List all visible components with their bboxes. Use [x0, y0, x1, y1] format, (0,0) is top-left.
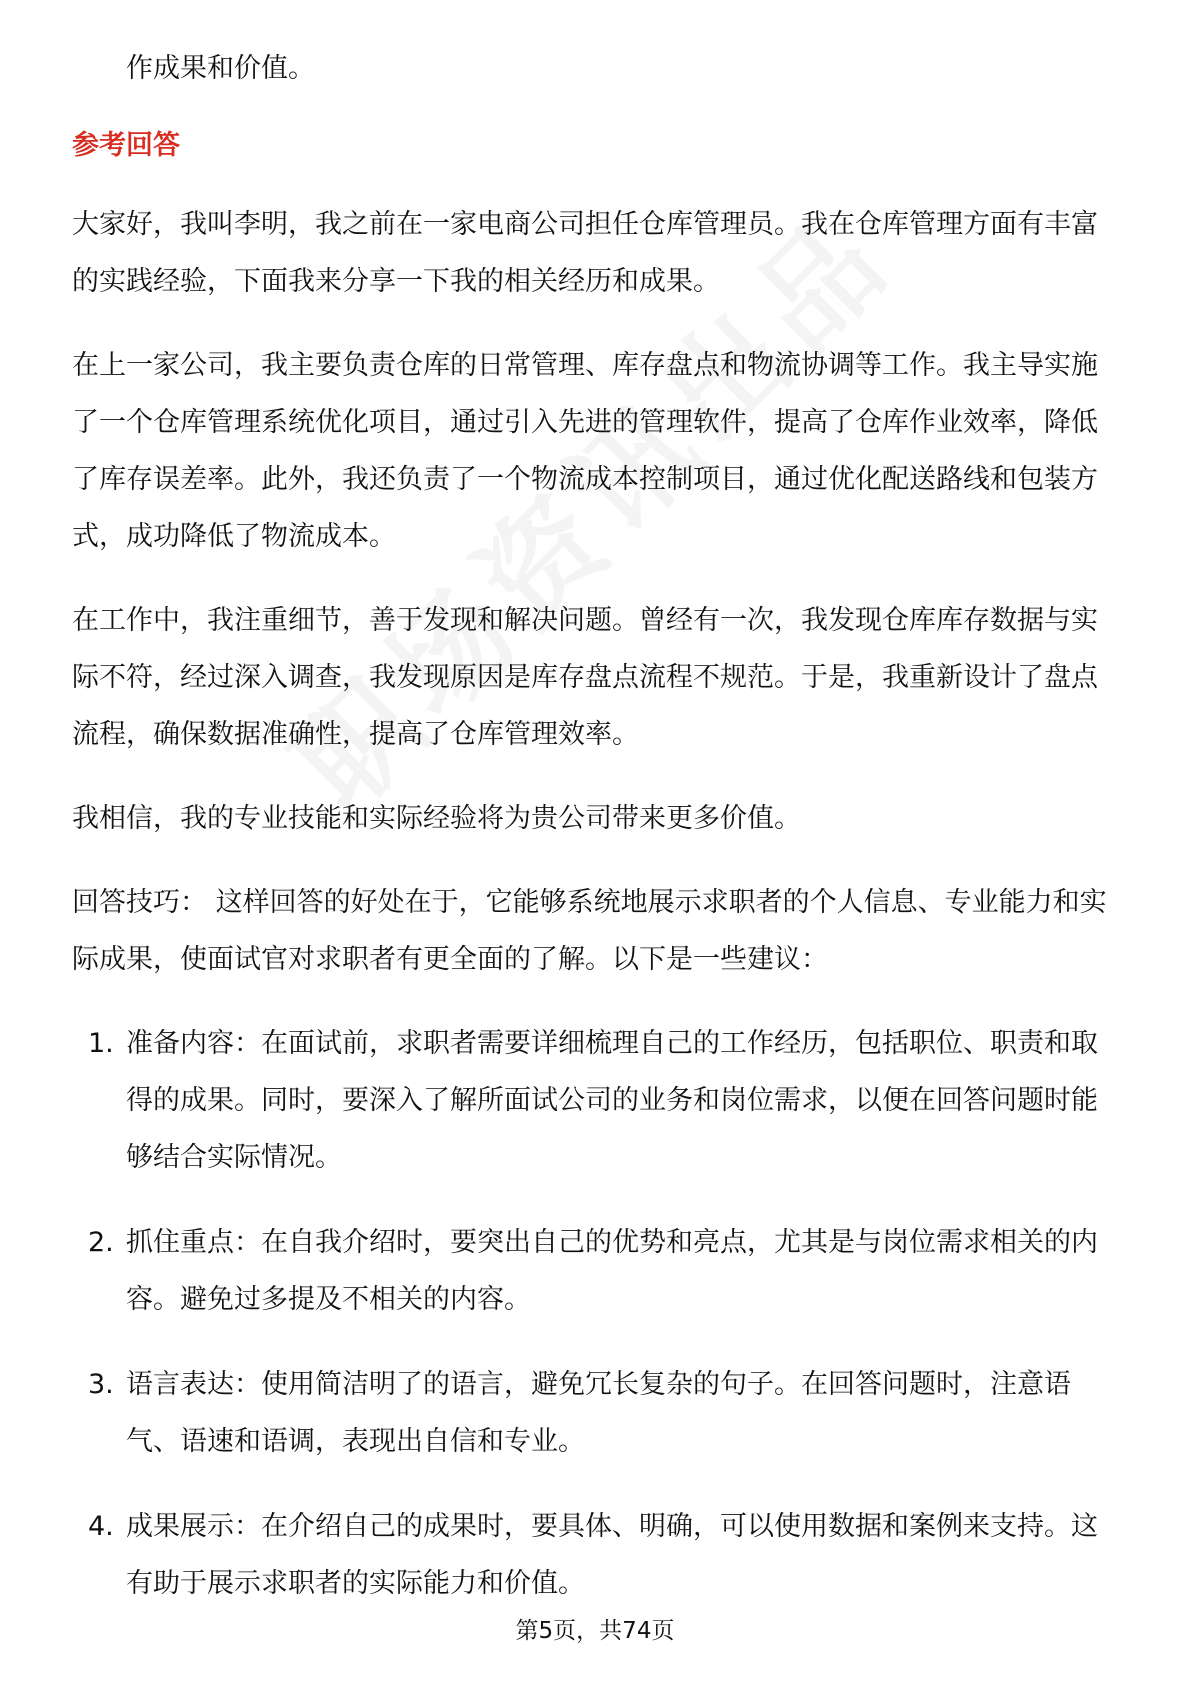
list-item	[72, 1214, 1118, 1328]
paragraph-closing: 我相信，我的专业技能和实际经验将为贵公司带来更多价值。	[72, 803, 801, 834]
section-heading: 参考回答	[72, 130, 180, 161]
list-number: 3.	[88, 1369, 114, 1400]
list-item	[72, 1015, 1118, 1186]
page-footer: 第5页，共74页	[515, 1618, 675, 1644]
tips-list	[72, 1015, 1118, 1612]
list-number: 4.	[88, 1511, 114, 1542]
document-body	[72, 40, 1118, 1640]
paragraph-experience: 在上一家公司，我主要负责仓库的日常管理、库存盘点和物流协调等工作。我主导实施了一个仓库管理系统优化项目，通过引入先进的管理软件，提高了仓库作业效率，降低了库存误差率。此外，我还负责了一个物流成本控制项目，通过优化配送路线和包装方式，成功降低了物流成本。	[72, 350, 1098, 552]
paragraph-detail: 在工作中，我注重细节，善于发现和解决问题。曾经有一次，我发现仓库库存数据与实际不符，经过深入调查，我发现原因是库存盘点流程不规范。于是，我重新设计了盘点流程，确保数据准确性，提高了仓库管理效率。	[72, 605, 1098, 750]
list-text: 成果展示：在介绍自己的成果时，要具体、明确，可以使用数据和案例来支持。这有助于展示求职者的实际能力和价值。	[126, 1511, 1098, 1599]
list-text: 抓住重点：在自我介绍时，要突出自己的优势和亮点，尤其是与岗位需求相关的内容。避免过多提及不相关的内容。	[126, 1227, 1098, 1315]
list-number: 1.	[88, 1028, 114, 1059]
list-item	[72, 1498, 1118, 1612]
list-text: 准备内容：在面试前，求职者需要详细梳理自己的工作经历，包括职位、职责和取得的成果。同时，要深入了解所面试公司的业务和岗位需求，以便在回答问题时能够结合实际情况。	[126, 1028, 1098, 1173]
list-item	[72, 1356, 1118, 1470]
continuation-text: 作成果和价值。	[126, 53, 315, 84]
paragraph-tips-intro: 回答技巧： 这样回答的好处在于，它能够系统地展示求职者的个人信息、专业能力和实际成果，使面试官对求职者有更全面的了解。以下是一些建议：	[72, 887, 1107, 975]
paragraph-intro: 大家好，我叫李明，我之前在一家电商公司担任仓库管理员。我在仓库管理方面有丰富的实践经验，下面我来分享一下我的相关经历和成果。	[72, 209, 1098, 297]
list-text: 语言表达：使用简洁明了的语言，避免冗长复杂的句子。在回答问题时，注意语气、语速和语调，表现出自信和专业。	[126, 1369, 1071, 1457]
list-number: 2.	[88, 1227, 114, 1258]
